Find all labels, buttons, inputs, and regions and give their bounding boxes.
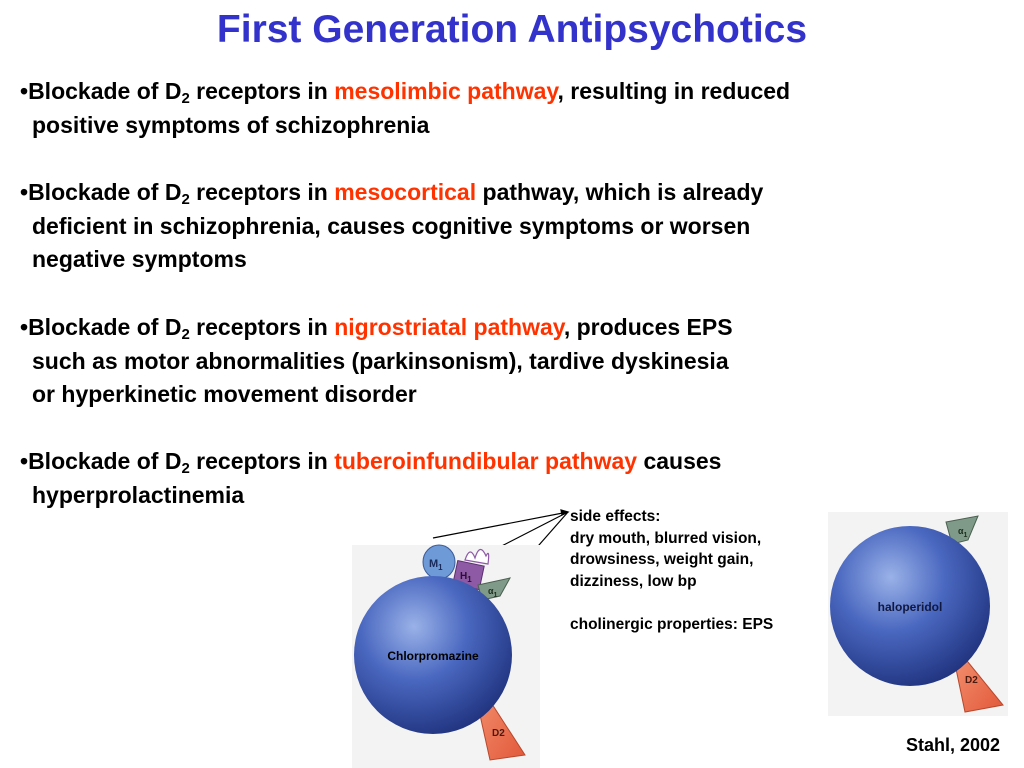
bullet-text: Blockade of D [28, 448, 182, 474]
subscript: 2 [181, 460, 190, 477]
bullet-text: receptors in [189, 179, 335, 205]
note-spacer [570, 592, 773, 614]
subscript: 2 [181, 326, 190, 343]
chlorpromazine-label: Chlorpromazine [387, 649, 479, 663]
m1-receptor [423, 545, 455, 579]
bullet-line: •Blockade of $D_2$ receptors in mesocortical pathway, which is already [20, 179, 764, 208]
bullet-text: causes [637, 448, 722, 474]
pathway-highlight: tuberoinfundibular pathway [334, 448, 638, 474]
bullet-line: •Blockade of $D_2$ receptors in nigrostriatal pathway, produces EPS [20, 314, 733, 343]
note-line: dry mouth, blurred vision, [570, 529, 762, 547]
bullet-continuation: deficient in schizophrenia, causes cognitive symptoms or worsen [32, 212, 751, 239]
citation: Stahl, 2002 [905, 735, 1000, 755]
alpha1-label: $\alpha_1$ [958, 526, 968, 539]
subscript: 2 [181, 90, 190, 107]
bullet-text: receptors in [189, 448, 335, 474]
bullet-text: Blockade of D [28, 314, 182, 340]
d2-label: D2 [965, 675, 978, 686]
bullet-text: Blockade of D [28, 179, 182, 205]
d2-label: D2 [492, 728, 505, 739]
bullet-continuation: such as motor abnormalities (parkinsonism), tardive dyskinesia [32, 347, 729, 374]
bullet-text: receptors in [189, 78, 335, 104]
note-line: dizziness, low bp [570, 572, 697, 590]
alpha1-label: $\alpha_1$ [488, 586, 498, 599]
bullet-text: Blockade of D [28, 78, 182, 104]
slide-title: First Generation Antipsychotics [216, 8, 808, 51]
bullet-continuation: or hyperkinetic movement disorder [32, 381, 417, 407]
pathway-highlight: nigrostriatal pathway [334, 314, 564, 340]
subscript: 2 [181, 191, 190, 208]
h1-label: $H_1$ [460, 571, 472, 584]
bullet-text: pathway, which is already [476, 179, 764, 205]
bullet-line: •Blockade of $D_2$ receptors in tuberoinfundibular pathway causes [20, 448, 722, 477]
haloperidol-diagram [828, 512, 1008, 716]
side-effects-note [570, 506, 773, 635]
bullet-text: , produces EPS [563, 314, 733, 340]
bullet-line: •Blockade of $D_2$ receptors in mesolimbic pathway, resulting in reduced [20, 78, 791, 107]
note-line: drowsiness, weight gain, [570, 551, 754, 568]
pathway-highlight: mesocortical [334, 179, 477, 205]
bullet-text: , resulting in reduced [557, 78, 791, 104]
note-line: side effects: [570, 508, 661, 525]
pathway-highlight: mesolimbic pathway [334, 78, 558, 104]
bullet-text: receptors in [189, 314, 335, 340]
bullet-continuation: negative symptoms [32, 246, 247, 272]
haloperidol-label: haloperidol [877, 600, 943, 614]
chlorpromazine-diagram [352, 545, 540, 768]
cholinergic-note: cholinergic properties: EPS [570, 615, 774, 633]
bullet-continuation: positive symptoms of schizophrenia [32, 111, 430, 138]
bullet-continuation: hyperprolactinemia [32, 481, 245, 508]
m1-label: $M_1$ [429, 558, 443, 572]
